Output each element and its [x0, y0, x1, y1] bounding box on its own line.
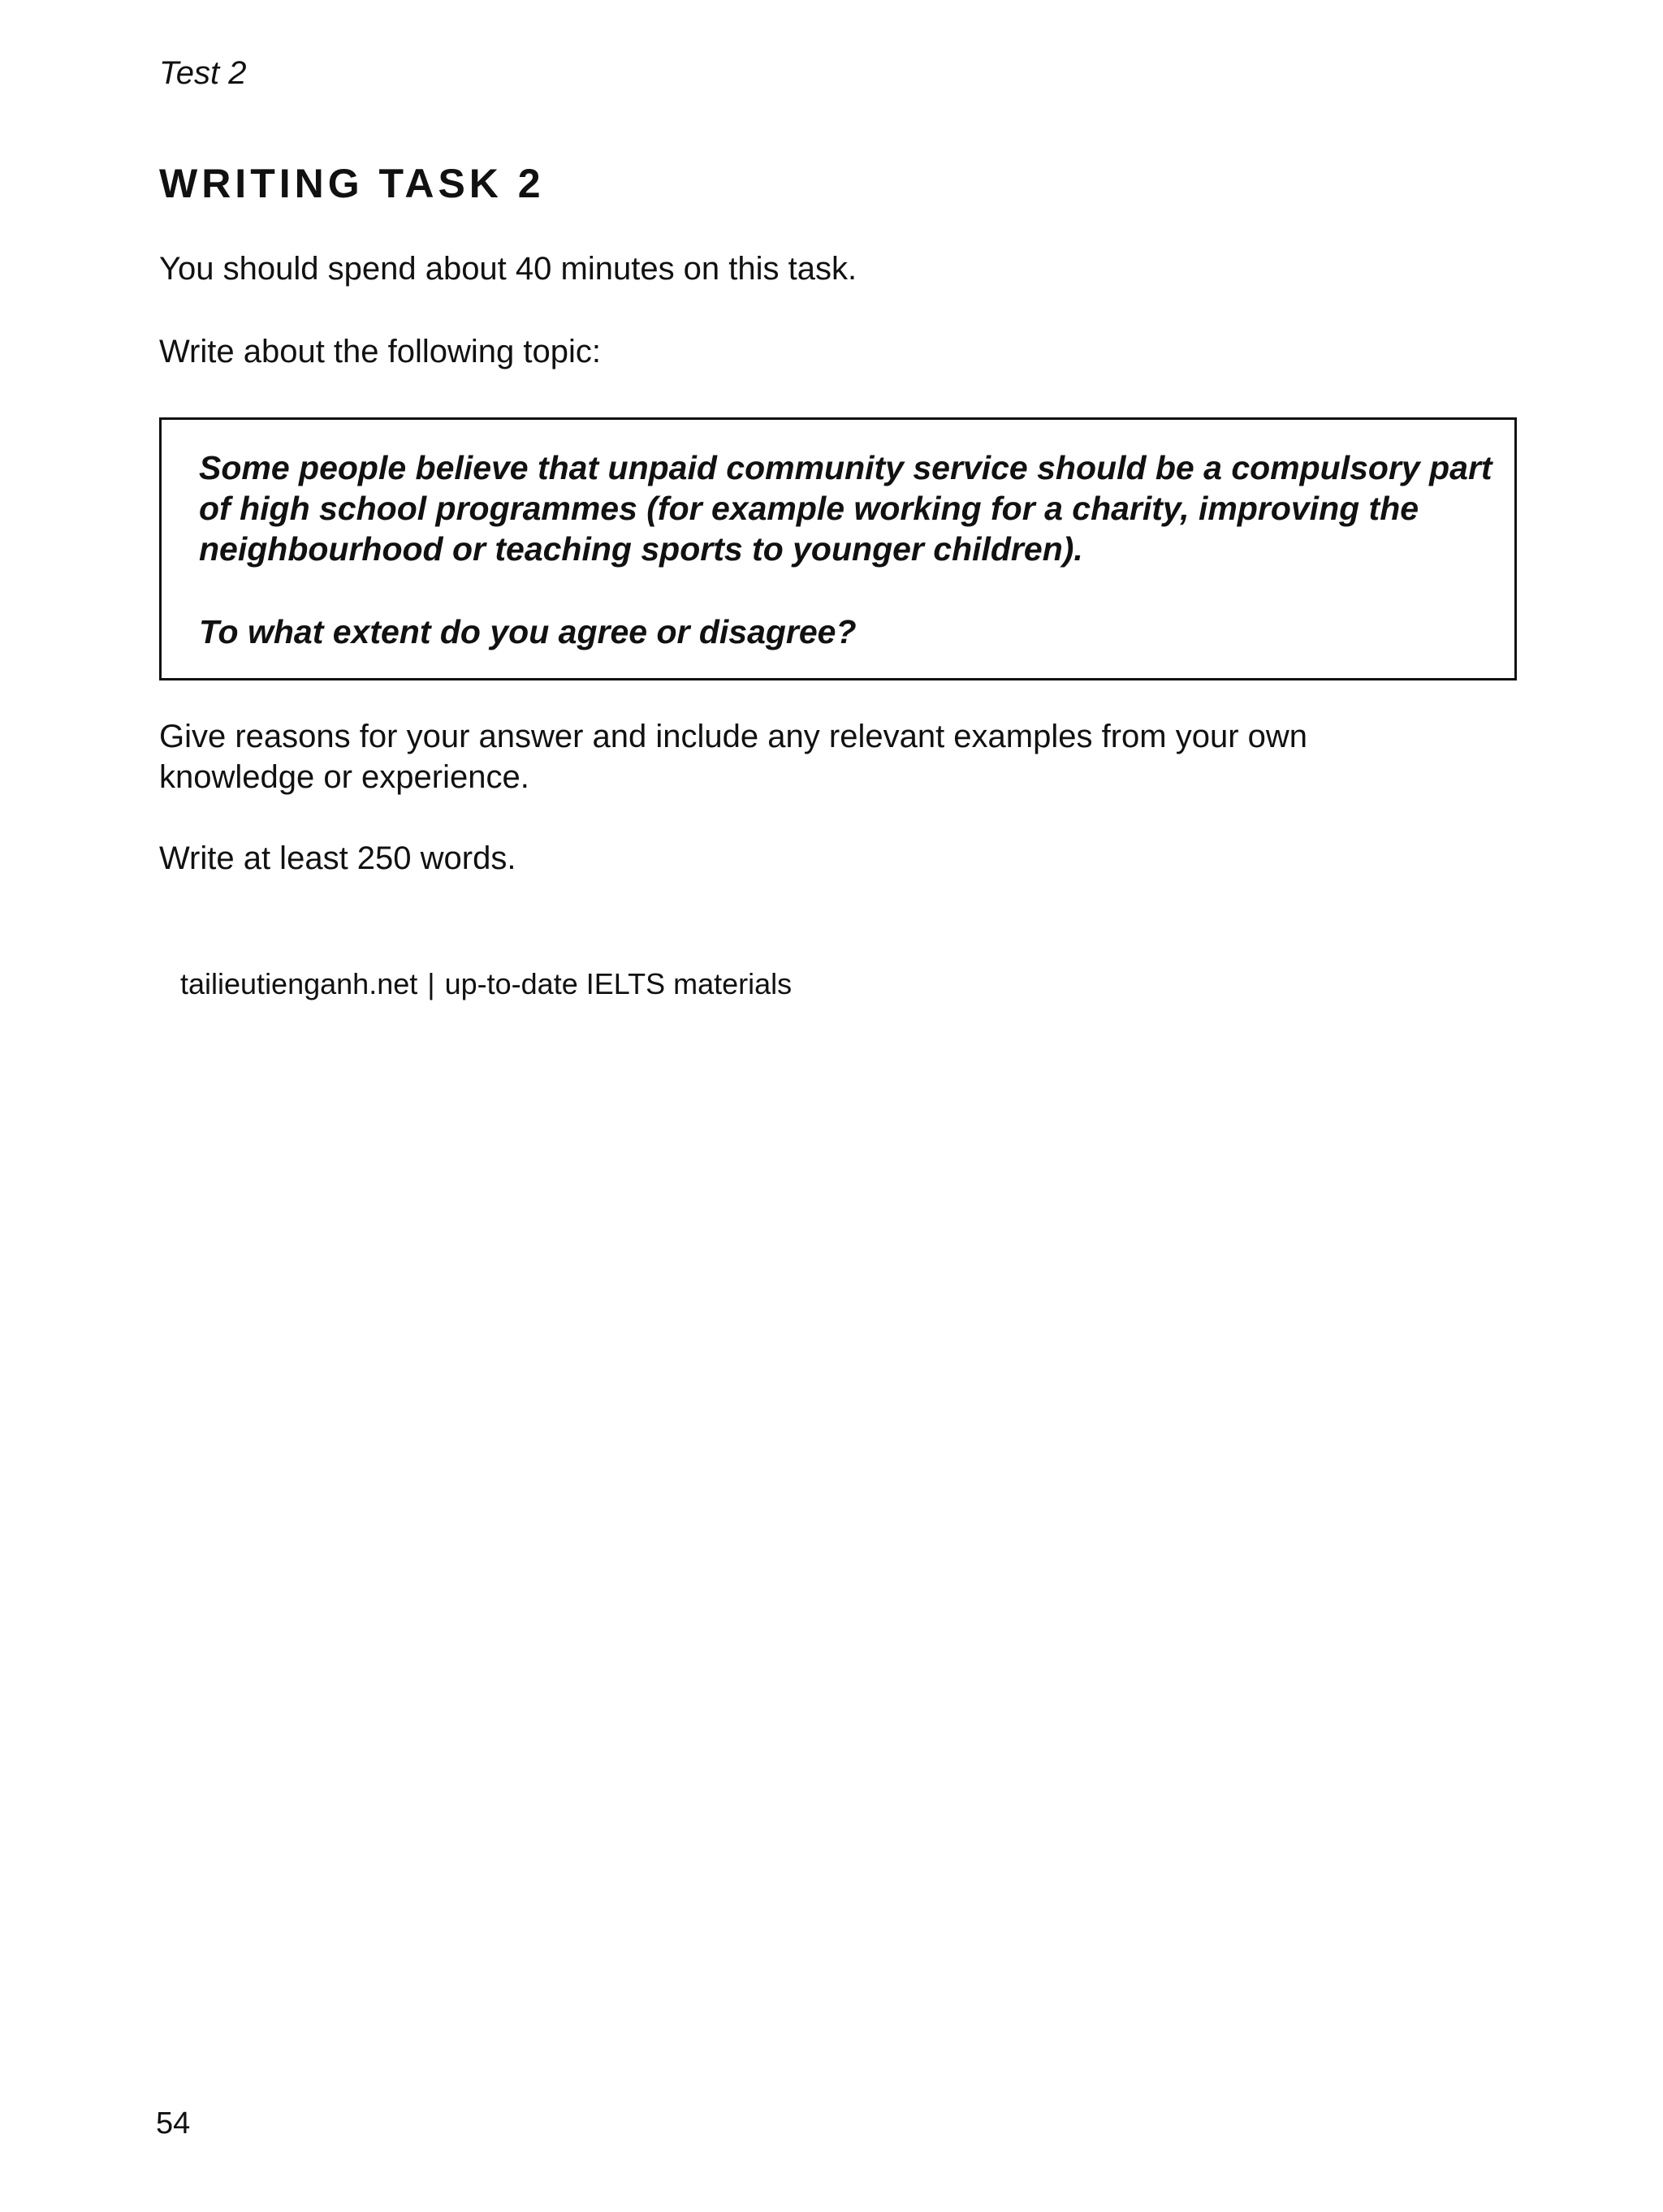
reasons-instruction: Give reasons for your answer and include any relevant examples from your own knowledge or experience.: [159, 719, 1308, 795]
topic-statement: Some people believe that unpaid community service should be a compulsory part of high school programmes (for example working for a charity, improving the neighbourhood or teaching sports to younger children).: [199, 449, 1492, 568]
task-heading: WRITING TASK 2: [159, 161, 545, 206]
time-instruction: You should spend about 40 minutes on this task.: [159, 251, 857, 287]
topic-box: [159, 417, 1517, 680]
source-separator: |: [427, 967, 435, 1000]
page-number: 54: [156, 2106, 191, 2141]
source-tagline: up-to-date IELTS materials: [444, 967, 793, 1000]
source-site: tailieutienganh.net: [180, 967, 418, 1000]
source-note: [180, 966, 792, 1002]
word-count-instruction: Write at least 250 words.: [159, 840, 516, 876]
topic-instruction: Write about the following topic:: [159, 334, 602, 369]
test-label: Test 2: [159, 55, 247, 91]
topic-question: To what extent do you agree or disagree?: [199, 613, 857, 650]
